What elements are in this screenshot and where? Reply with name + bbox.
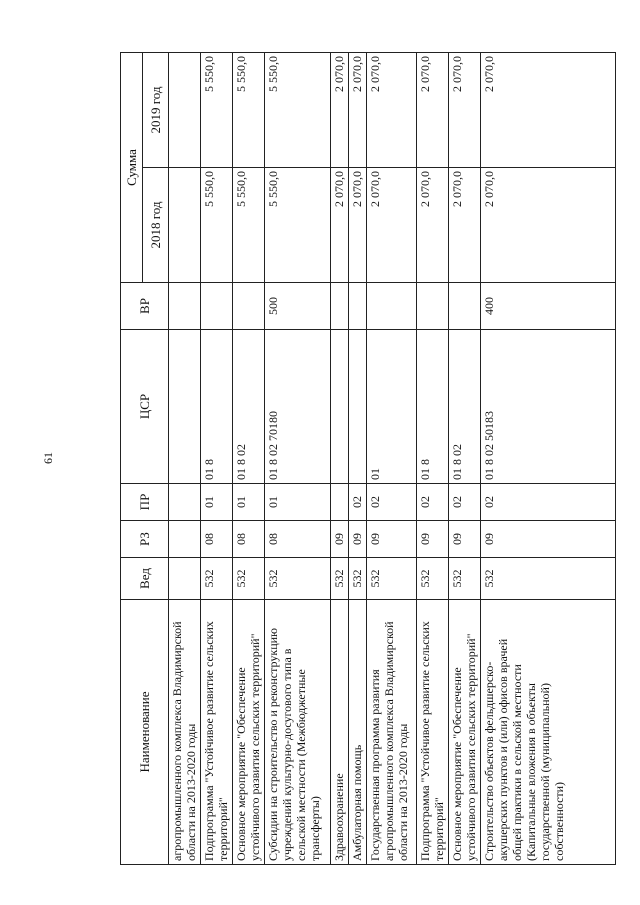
cell-pr: 01 — [201, 484, 233, 521]
cell-csr: 01 8 02 50183 — [481, 330, 616, 484]
cell-csr — [349, 330, 367, 484]
budget-table-rotated — [120, 53, 616, 865]
cell-ved: 532 — [201, 558, 233, 600]
cell-2018: 2 070,0 — [449, 168, 481, 283]
cell-vr — [331, 283, 349, 330]
cell-pr: 01 — [265, 484, 331, 521]
cell-vr — [201, 283, 233, 330]
cell-2018: 5 550,0 — [265, 168, 331, 283]
cell-ved — [169, 558, 201, 600]
cell-2019: 2 070,0 — [331, 53, 349, 168]
cell-vr — [417, 283, 449, 330]
cell-2018 — [169, 168, 201, 283]
budget-table — [120, 52, 616, 865]
cell-ved: 532 — [367, 558, 417, 600]
cell-ved: 532 — [265, 558, 331, 600]
cell-2019: 2 070,0 — [481, 53, 616, 168]
col-header-pr: ПР — [121, 484, 169, 521]
cell-rz: 08 — [233, 521, 265, 558]
cell-rz: 09 — [449, 521, 481, 558]
cell-2018: 2 070,0 — [349, 168, 367, 283]
col-header-name: Наименование — [121, 600, 169, 865]
cell-2019: 2 070,0 — [449, 53, 481, 168]
cell-pr: 02 — [417, 484, 449, 521]
table-row — [169, 53, 201, 865]
cell-rz: 08 — [265, 521, 331, 558]
cell-rz: 09 — [349, 521, 367, 558]
cell-vr: 500 — [265, 283, 331, 330]
cell-vr — [449, 283, 481, 330]
col-header-2018: 2018 год — [143, 168, 169, 283]
table-row — [331, 53, 349, 865]
cell-pr: 02 — [349, 484, 367, 521]
cell-ved: 532 — [331, 558, 349, 600]
cell-pr: 02 — [367, 484, 417, 521]
table-row — [367, 53, 417, 865]
cell-ved: 532 — [233, 558, 265, 600]
cell-rz: 08 — [201, 521, 233, 558]
cell-name: Основное мероприятие "Обеспечение устойчивого развития сельских территорий" — [233, 600, 265, 865]
cell-name: Амбулаторная помощь — [349, 600, 367, 865]
cell-vr — [349, 283, 367, 330]
cell-ved: 532 — [349, 558, 367, 600]
cell-name: Подпрограмма "Устойчивое развитие сельских территорий" — [417, 600, 449, 865]
cell-name: Строительство объектов фельдшерско-акушерских пунктов и (или) офисов врачей общей практики в сельской местности (Капитальные вложения в объекты государственной (муниципальной) собственности) — [481, 600, 616, 865]
cell-ved: 532 — [417, 558, 449, 600]
cell-csr: 01 8 — [201, 330, 233, 484]
cell-pr: 02 — [481, 484, 616, 521]
table-row — [233, 53, 265, 865]
cell-name: Подпрограмма "Устойчивое развитие сельских территорий" — [201, 600, 233, 865]
table-row — [417, 53, 449, 865]
cell-2019: 5 550,0 — [265, 53, 331, 168]
cell-rz — [169, 521, 201, 558]
cell-pr: 01 — [233, 484, 265, 521]
cell-2018: 5 550,0 — [201, 168, 233, 283]
cell-csr — [331, 330, 349, 484]
cell-name: Здравоохранение — [331, 600, 349, 865]
cell-ved: 532 — [481, 558, 616, 600]
cell-2018: 5 550,0 — [233, 168, 265, 283]
col-header-rz: РЗ — [121, 521, 169, 558]
cell-pr — [331, 484, 349, 521]
cell-2018: 2 070,0 — [481, 168, 616, 283]
cell-name: Государственная программа развития агропромышленного комплекса Владимирской области на 2013-2020 годы — [367, 600, 417, 865]
cell-pr: 02 — [449, 484, 481, 521]
cell-vr: 400 — [481, 283, 616, 330]
cell-rz: 09 — [367, 521, 417, 558]
table-row — [449, 53, 481, 865]
col-header-csr: ЦСР — [121, 330, 169, 484]
cell-2018: 2 070,0 — [417, 168, 449, 283]
cell-csr: 01 8 02 — [233, 330, 265, 484]
cell-ved: 532 — [449, 558, 481, 600]
cell-2018: 2 070,0 — [331, 168, 349, 283]
table-row — [201, 53, 233, 865]
cell-csr: 01 8 02 — [449, 330, 481, 484]
table-row — [265, 53, 331, 865]
cell-csr — [169, 330, 201, 484]
cell-csr: 01 — [367, 330, 417, 484]
cell-rz: 09 — [417, 521, 449, 558]
cell-2019: 2 070,0 — [417, 53, 449, 168]
cell-csr: 01 8 02 70180 — [265, 330, 331, 484]
cell-2019 — [169, 53, 201, 168]
cell-rz: 09 — [481, 521, 616, 558]
cell-2019: 2 070,0 — [367, 53, 417, 168]
col-header-vr: ВР — [121, 283, 169, 330]
cell-vr — [169, 283, 201, 330]
page-number: 61 — [41, 452, 55, 464]
cell-name: агропромышленного комплекса Владимирской области на 2013-2020 годы — [169, 600, 201, 865]
cell-2019: 2 070,0 — [349, 53, 367, 168]
cell-pr — [169, 484, 201, 521]
cell-csr: 01 8 — [417, 330, 449, 484]
col-header-sum: Сумма — [121, 53, 143, 283]
cell-name: Основное мероприятие "Обеспечение устойчивого развития сельских территорий" — [449, 600, 481, 865]
cell-2018: 2 070,0 — [367, 168, 417, 283]
cell-2019: 5 550,0 — [201, 53, 233, 168]
table-row — [481, 53, 616, 865]
cell-vr — [233, 283, 265, 330]
cell-2019: 5 550,0 — [233, 53, 265, 168]
table-row — [349, 53, 367, 865]
col-header-2019: 2019 год — [143, 53, 169, 168]
col-header-ved: Вед — [121, 558, 169, 600]
cell-rz: 09 — [331, 521, 349, 558]
cell-vr — [367, 283, 417, 330]
cell-name: Субсидии на строительство и реконструкцию учреждений культурно-досугового типа в сельской местности (Межбюджетные трансферты) — [265, 600, 331, 865]
